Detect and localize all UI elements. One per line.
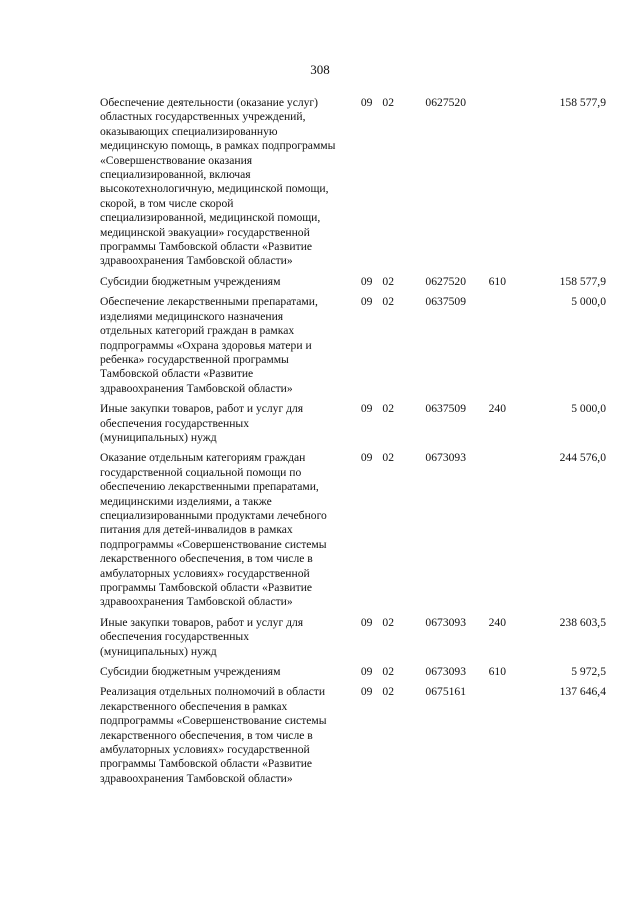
row-code: 0627520 [425, 274, 466, 288]
row-type: 610 [488, 274, 506, 288]
row-amount: 158 577,9 [559, 274, 606, 288]
table-row [100, 665, 606, 685]
table-row [100, 616, 606, 665]
row-name: Иные закупки товаров, работ и услуг для обеспечения государственных (муниципальных) нужд [100, 402, 304, 444]
row-code: 0627520 [425, 96, 466, 109]
row-code: 0673093 [425, 451, 466, 465]
row-amount: 238 603,5 [559, 615, 606, 629]
row-type [466, 96, 506, 275]
row-type [466, 295, 506, 402]
row-amount: 5 000,0 [571, 295, 606, 309]
page-number: 308 [310, 62, 330, 77]
table-row [100, 402, 606, 451]
row-section: 09 02 [360, 665, 394, 679]
row-type: 610 [488, 665, 506, 679]
row-code: 0637509 [425, 295, 466, 309]
row-section: 09 02 [360, 685, 394, 699]
row-code: 0673093 [425, 665, 466, 679]
row-amount: 158 577,9 [559, 96, 606, 109]
table-row [100, 295, 606, 402]
row-type [466, 451, 506, 615]
row-code: 0637509 [425, 402, 466, 416]
row-section: 09 02 [360, 295, 394, 309]
row-section: 09 02 [360, 402, 394, 416]
row-name: Обеспечение лекарственными препаратами, изделиями медицинского назначения отдельных категорий граждан в рамках подпрограммы «Охрана здоровья матери и ребенка» государственной программы Тамбовской области «Развитие здравоохранения Тамбовской области» [100, 295, 318, 395]
row-name: Субсидии бюджетным учреждениям [100, 274, 281, 288]
row-name: Иные закупки товаров, работ и услуг для обеспечения государственных (муниципальных) нужд [100, 615, 304, 658]
row-name: Реализация отдельных полномочий в области лекарственного обеспечения в рамках подпрограммы «Совершенствование системы лекарственного обеспечения, в том числе в амбулаторных условиях» государственной программы Тамбовской области «Развитие здравоохранения Тамбовской области» [100, 685, 327, 785]
row-name: Оказание отдельным категориям граждан государственной социальной помощи по обеспечению лекарственными препаратами, медицинскими изделиями, а также специализированными продуктами лечебного питания для детей-инвалидов в рамках подпрограммы «Совершенствование системы лекарственного обеспечения, в том числе в амбулаторных условиях» государственной программы Тамбовской области «Развитие здравоохранения Тамбовской области» [100, 451, 327, 609]
row-amount: 5 000,0 [571, 402, 606, 416]
row-amount: 5 972,5 [571, 665, 606, 679]
row-amount: 244 576,0 [559, 451, 606, 465]
table-row [100, 96, 606, 275]
row-code: 0675161 [425, 685, 466, 699]
row-section: 09 02 [360, 615, 394, 629]
row-section: 09 02 [360, 96, 394, 109]
row-amount: 137 646,4 [559, 685, 606, 699]
row-name: Обеспечение деятельности (оказание услуг) областных государственных учреждений, оказывающих специализированную медицинскую помощь, в рамках подпрограммы «Совершенствование оказания специализированной, включая высокотехнологичную, медицинской помощи, скорой, в том числе скорой специализированной, медицинской помощи, медицинской эвакуации» государственной программы Тамбовской области «Развитие здравоохранения Тамбовской области» [100, 96, 336, 268]
table-row [100, 451, 606, 615]
row-type: 240 [488, 615, 506, 629]
row-type [466, 685, 506, 792]
row-section: 09 02 [360, 451, 394, 465]
budget-table [100, 96, 606, 792]
table-row [100, 275, 606, 295]
row-code: 0673093 [425, 615, 466, 629]
row-type: 240 [488, 402, 506, 416]
table-row [100, 685, 606, 792]
row-name: Субсидии бюджетным учреждениям [100, 665, 281, 679]
row-section: 09 02 [360, 274, 394, 288]
